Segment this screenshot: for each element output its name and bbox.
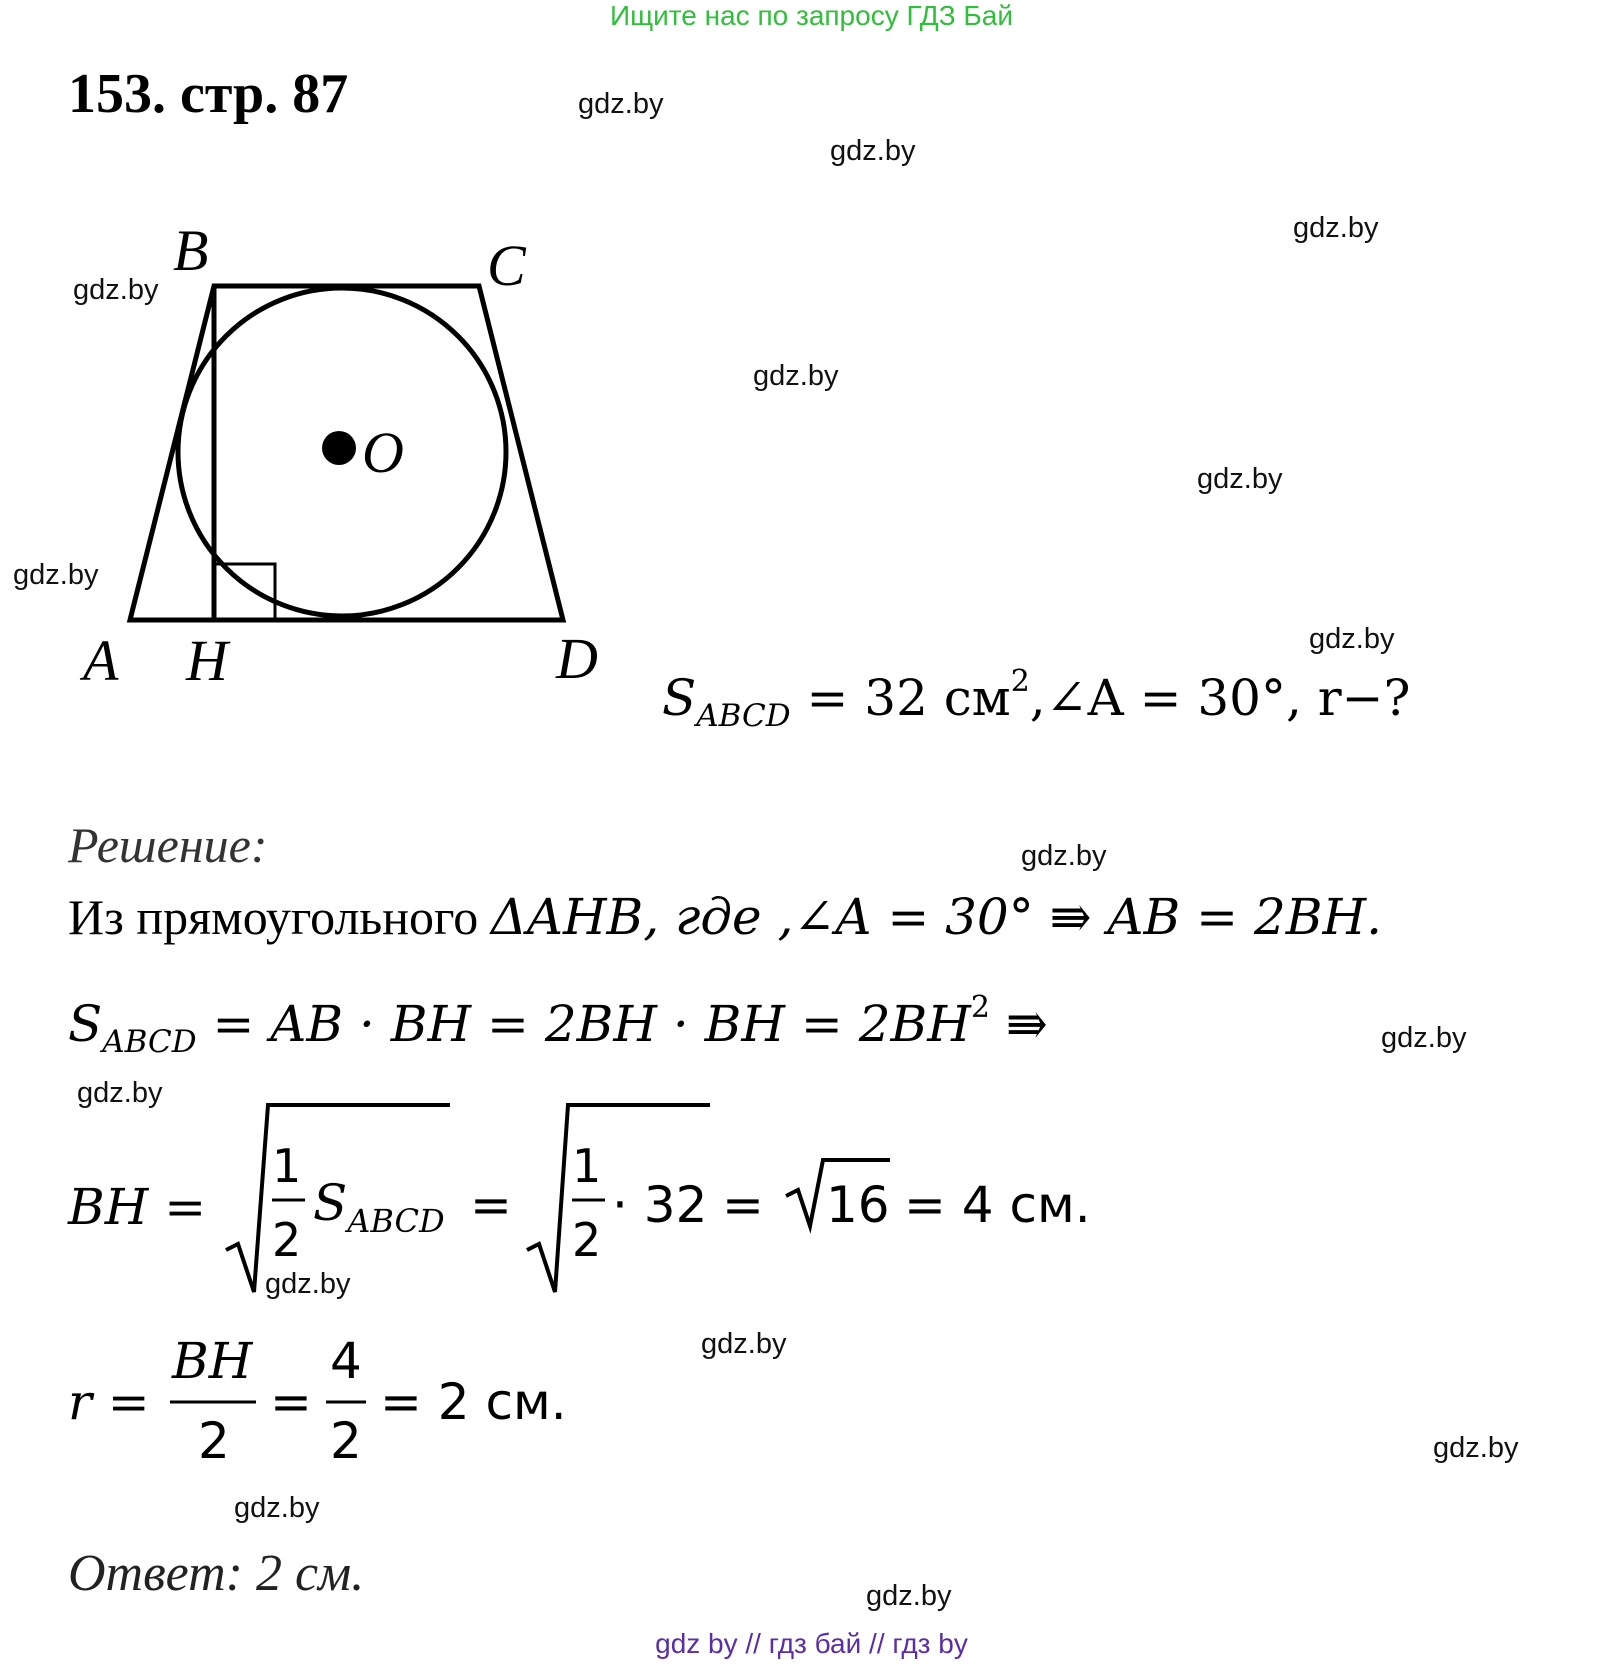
frac2-den: 2 (572, 1213, 602, 1267)
bh-result: = 4 см. (904, 1176, 1091, 1234)
label-h: H (186, 628, 228, 693)
watermark: gdz.by (753, 360, 839, 392)
watermark: gdz.by (234, 1492, 320, 1524)
r-result: = 2 см. (380, 1373, 567, 1431)
times-32: · 32 (612, 1176, 708, 1234)
r-den1: 2 (198, 1412, 230, 1470)
label-c: C (487, 233, 526, 298)
watermark: gdz.by (1197, 463, 1283, 495)
problem-title: 153. стр. 87 (68, 63, 349, 125)
watermark: gdz.by (1309, 623, 1395, 655)
r-eq: = (270, 1373, 312, 1431)
frac1-num: 1 (272, 1139, 302, 1193)
bh-lhs: BH = (68, 1178, 207, 1236)
frac2-num: 1 (572, 1139, 602, 1193)
top-banner[interactable]: Ищите нас по запросу ГДЗ Бай (609, 0, 1014, 31)
watermark: gdz.by (1021, 840, 1107, 872)
watermark: gdz.by (73, 274, 159, 306)
answer: Ответ: 2 см. (68, 1545, 365, 1602)
label-a: A (83, 628, 119, 693)
r-num2: 4 (330, 1332, 362, 1390)
label-b: B (173, 218, 209, 283)
solution-line-2: $S_{ABCD}$ = AB · BH = 2BH · BH = $2BH^2$ ⇛ (68, 990, 1048, 1060)
s-abcd-1: $S_{ABCD}$ (313, 1174, 445, 1240)
watermark: gdz.by (578, 88, 664, 120)
watermark: gdz.by (866, 1580, 952, 1612)
label-o: O (362, 420, 404, 485)
watermark: gdz.by (830, 135, 916, 167)
watermark: gdz.by (701, 1328, 787, 1360)
problem-condition: $S_{ABCD} = 32$ $см^2,\angle A = 30^\circ$, r−? (662, 664, 1411, 734)
watermark: gdz.by (77, 1077, 163, 1109)
sqrt-16: 16 (826, 1176, 890, 1234)
watermark: gdz.by (1433, 1432, 1519, 1464)
watermark: gdz.by (1293, 212, 1379, 244)
eq-3: = (722, 1176, 764, 1234)
label-d: D (556, 626, 598, 691)
center-point (322, 431, 356, 465)
solution-line-1: Из прямоугольного ΔAHB, где ,∠A = 30° ⇛ AB = 2BH. (68, 888, 1382, 946)
watermark: gdz.by (1381, 1022, 1467, 1054)
r-num1: BH (172, 1332, 253, 1390)
watermark: gdz.by (13, 559, 99, 591)
frac1-den: 2 (272, 1213, 302, 1267)
r-lhs: r = (68, 1373, 150, 1431)
solution-label: Решение: (68, 817, 268, 873)
r-den2: 2 (330, 1412, 362, 1470)
eq-2: = (470, 1176, 512, 1234)
right-angle-mark (214, 564, 275, 620)
footer-links[interactable]: gdz by // гдз бай // гдз by (655, 1628, 968, 1659)
watermark: gdz.by (265, 1268, 351, 1300)
